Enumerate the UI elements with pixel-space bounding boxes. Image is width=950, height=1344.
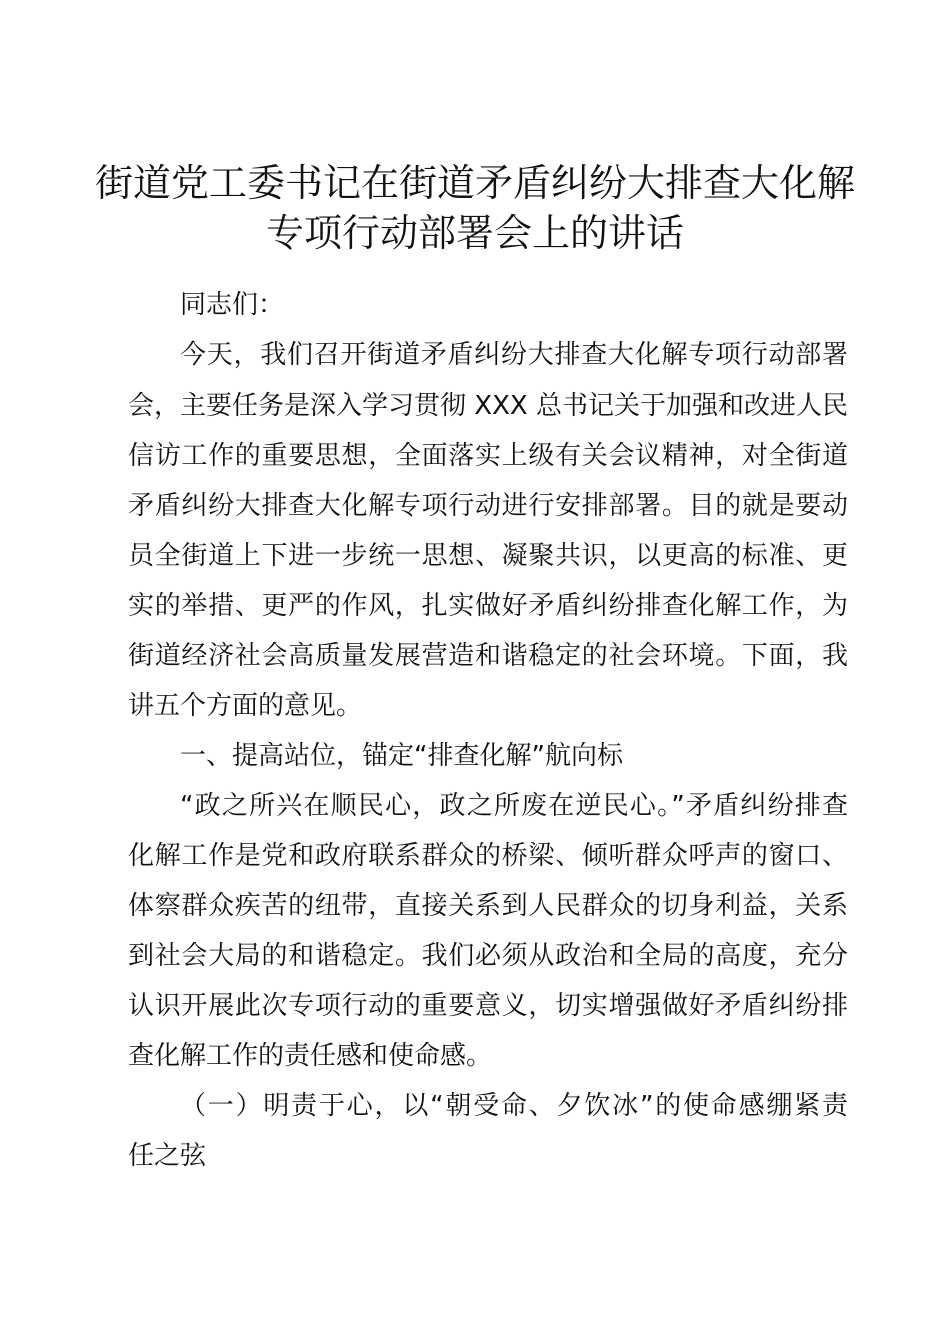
body-line: 会，主要任务是深入学习贯彻 XXX 总书记关于加强和改进人民 xyxy=(128,391,848,421)
body-line: “政之所兴在顺民心，政之所废在逆民心。”矛盾纠纷排查 xyxy=(180,791,848,821)
body-line: 认识开展此次专项行动的重要意义，切实增强做好矛盾纠纷排 xyxy=(128,991,848,1021)
body-line: 矛盾纠纷大排查大化解专项行动进行安排部署。目的就是要动 xyxy=(128,491,848,521)
body-line: 员全街道上下进一步统一思想、凝聚共识，以更高的标准、更 xyxy=(128,541,848,571)
body-line: 体察群众疾苦的纽带，直接关系到人民群众的切身利益，关系 xyxy=(128,891,848,921)
body-line: 实的举措、更严的作风，扎实做好矛盾纠纷排查化解工作，为 xyxy=(128,591,848,621)
body-line: 信访工作的重要思想，全面落实上级有关会议精神，对全街道 xyxy=(128,441,848,471)
subsection-heading-continued: 任之弦 xyxy=(128,1141,207,1171)
salutation: 同志们： xyxy=(180,290,285,320)
body-line: 到社会大局的和谐稳定。我们必须从政治和全局的高度，充分 xyxy=(128,941,848,971)
subsection-heading: （一）明责于心，以“朝受命、夕饮冰”的使命感绷紧责 xyxy=(180,1091,848,1121)
body-line: 讲五个方面的意见。 xyxy=(128,691,363,721)
document-title-line-2: 专项行动部署会上的讲话 xyxy=(265,211,684,255)
section-heading: 一、提高站位，锚定“排查化解”航向标 xyxy=(180,741,623,771)
body-line: 今天，我们召开街道矛盾纠纷大排查大化解专项行动部署 xyxy=(180,340,848,370)
document-title-line-1: 街道党工委书记在街道矛盾纠纷大排查大化解 xyxy=(94,161,855,205)
body-line: 街道经济社会高质量发展营造和谐稳定的社会环境。下面，我 xyxy=(128,641,848,671)
body-line: 化解工作是党和政府联系群众的桥梁、倾听群众呼声的窗口、 xyxy=(128,841,848,871)
body-line: 查化解工作的责任感和使命感。 xyxy=(128,1041,493,1071)
